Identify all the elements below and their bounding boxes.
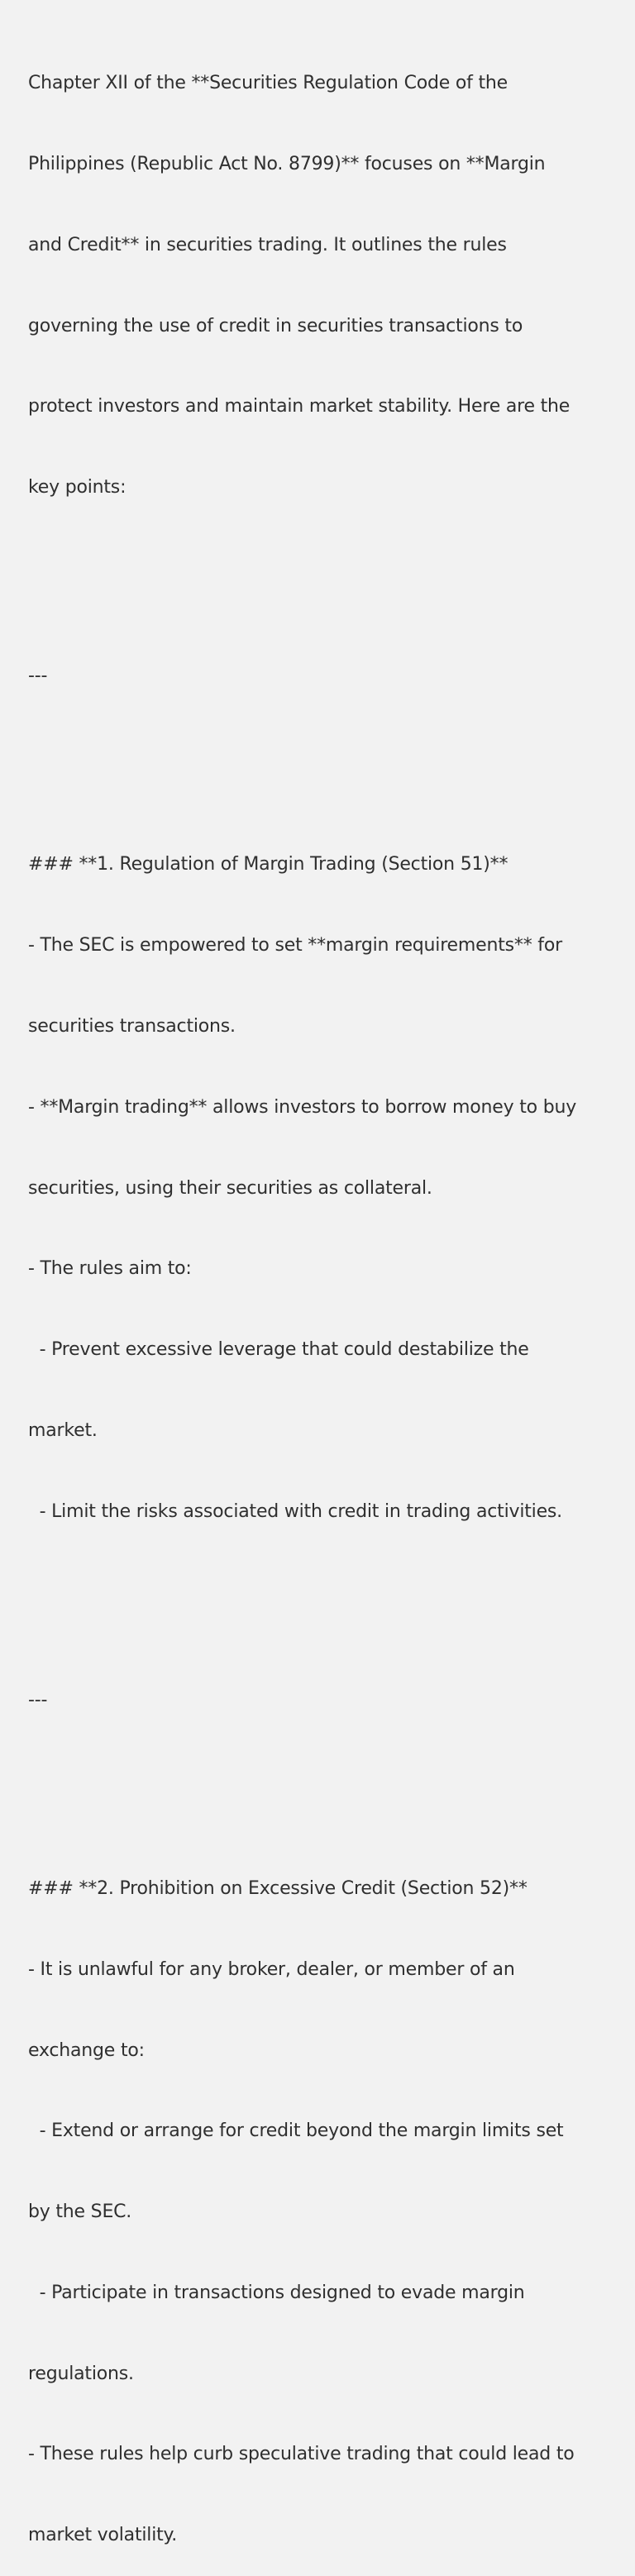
intro-line: Chapter XII of the **Securities Regulation Code of the bbox=[28, 73, 508, 94]
section-line: market volatility. bbox=[28, 2525, 178, 2546]
section-line: - **Margin trading** allows investors to borrow money to buy bbox=[28, 1096, 577, 1118]
section-heading: ### **2. Prohibition on Excessive Credit (Section 52)** bbox=[28, 1877, 528, 1899]
section-heading: ### **1. Regulation of Margin Trading (Section 51)** bbox=[28, 854, 508, 875]
section-line: - The SEC is empowered to set **margin requirements** for bbox=[28, 935, 562, 956]
intro-line: Philippines (Republic Act No. 8799)** focuses on **Margin bbox=[28, 153, 546, 174]
section-line: market. bbox=[28, 1419, 98, 1441]
blank-line bbox=[28, 1768, 607, 1796]
section-line: - Prevent excessive leverage that could destabilize the bbox=[28, 1339, 529, 1361]
section-line: securities, using their securities as collateral. bbox=[28, 1177, 432, 1199]
section-line: - Limit the risks associated with credit in trading activities. bbox=[28, 1500, 562, 1522]
section-line: - These rules help curb speculative trading that could lead to bbox=[28, 2444, 575, 2465]
section-line: securities transactions. bbox=[28, 1015, 236, 1037]
blank-line bbox=[28, 582, 607, 609]
blank-line bbox=[28, 744, 607, 771]
section-line: - Participate in transactions designed to evade margin bbox=[28, 2282, 525, 2303]
divider-line: --- bbox=[28, 665, 48, 687]
section-line: exchange to: bbox=[28, 2039, 145, 2061]
section-line: - Extend or arrange for credit beyond the margin limits set bbox=[28, 2120, 564, 2142]
section-line: regulations. bbox=[28, 2363, 134, 2384]
intro-line: and Credit** in securities trading. It outlines the rules bbox=[28, 234, 507, 255]
intro-line: governing the use of credit in securities transactions to bbox=[28, 315, 523, 336]
divider-line: --- bbox=[28, 1689, 48, 1710]
intro-line: key points: bbox=[28, 477, 127, 499]
section-line: - It is unlawful for any broker, dealer, or member of an bbox=[28, 1958, 515, 1980]
blank-line bbox=[28, 1606, 607, 1634]
section-line: by the SEC. bbox=[28, 2202, 132, 2223]
section-line: - The rules aim to: bbox=[28, 1258, 192, 1280]
intro-line: protect investors and maintain market stability. Here are the bbox=[28, 396, 571, 417]
